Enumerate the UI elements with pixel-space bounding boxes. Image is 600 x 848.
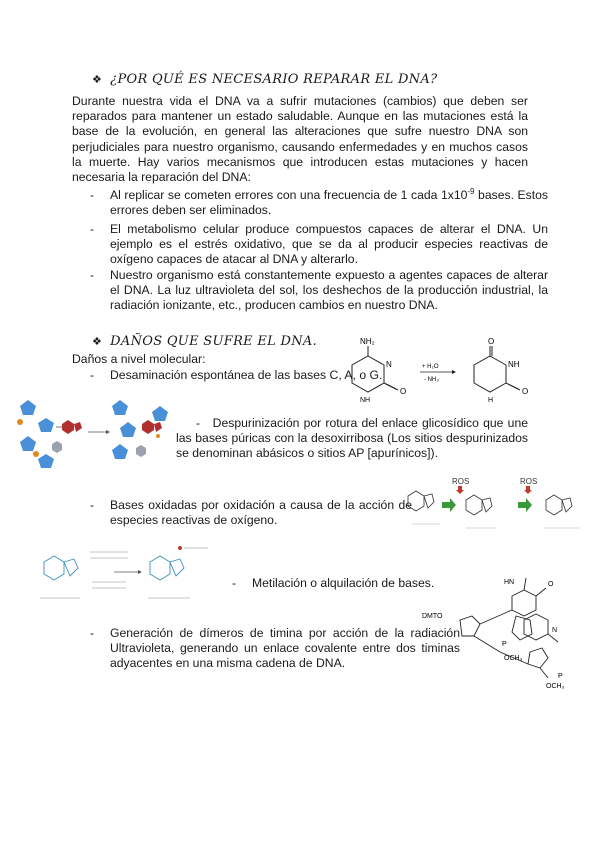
methylation-figure — [30, 542, 220, 606]
section1-heading-text: ¿POR QUÉ ES NECESARIO REPARAR EL DNA? — [110, 72, 438, 87]
section2-heading-text: DAÑOS QUE SUFRE EL DNA. — [110, 334, 318, 349]
bullet-text: El metabolismo celular produce compuestos capaces de alterar el DNA. Un ejemplo es el estrés oxidativo, que se da al producir especies reactivas de oxígeno capaces de atacar al DNA y alterarlo. — [110, 222, 548, 267]
methylation-text: Metilación o alquilación de bases. — [252, 576, 435, 590]
uracil-nh: NH — [508, 360, 520, 369]
left-strand — [17, 400, 62, 468]
ros-label-2: ROS — [520, 477, 538, 486]
bullet-text-pre: Al replicar se cometen errores con una frecuencia de 1 cada 1x10 — [110, 188, 468, 202]
cytosine-structure — [352, 346, 398, 392]
bullet-text-sup: -9 — [467, 186, 475, 196]
list-item: - El metabolismo celular produce compuestos capaces de alterar el DNA. Un ejemplo es el estrés oxidativo, que se da al producir especies reactivas de oxígeno capaces de atacar al DNA y alterarlo. — [90, 222, 548, 267]
dimer-p-1: P — [502, 641, 507, 648]
plus-water-label: + H₂O — [422, 364, 439, 370]
list-item: - Generación de dímeros de timina por acción de la radiación Ultravioleta, generando un enlace covalente entre dos timinas adyacentes en una misma cadena de DNA. — [90, 626, 460, 671]
bullet-text-post: bases. Estos errores deben ser eliminados. — [110, 188, 548, 218]
uracil-o: O — [522, 387, 529, 396]
section1-intro: Durante nuestra vida el DNA va a sufrir mutaciones (cambios) que deben ser reparados para mantener un estado saludable. Aunque en las mutaciones está la base de la evolución, en general las alteraciones que sufre nuestro DNA son perjudiciales para nuestro organismo, causando enfermedades y en muchos casos la muerte. Hay varios mecanismos que introducen estas mutaciones y hacen necesaria la reparación del DNA: — [72, 94, 528, 185]
section2-heading — [92, 334, 317, 349]
list-item: - Nuestro organismo está constantemente expuesto a agentes capaces de alterar el DNA. La luz ultravioleta del sol, los deshechos de la producción industrial, la radiación ionizante, etc., producen cambios en nuestro DNA. — [90, 268, 548, 313]
dimer-dmto: DMTO — [422, 613, 443, 620]
oxidation-figure — [400, 474, 596, 538]
section1-heading — [92, 72, 437, 87]
cytosine-nh2: NH₂ — [360, 337, 375, 346]
cytosine-n: N — [386, 360, 392, 369]
section2-subheading: Daños a nivel molecular: — [72, 352, 206, 366]
list-item: - Despurinización por rotura del enlace glicosídico que une las bases púricas con la desoxirribosa (Los sitios despurinizados se denominan abásicos o sitios AP [apurínicos]). — [176, 416, 528, 461]
uracil-structure — [474, 346, 520, 392]
list-item: - Bases oxidadas por oxidación a causa de la acción de especies reactivas de oxígeno. — [90, 498, 412, 528]
purine-base — [56, 420, 82, 434]
right-strand — [112, 400, 168, 459]
bullet-text: Nuestro organismo está constantemente expuesto a agentes capaces de alterar el DNA. La luz ultravioleta del sol, los deshechos de la producción industrial, la radiación ionizante, etc., producen cambios en nuestro DNA. — [110, 268, 548, 313]
dimer-n: N — [552, 627, 558, 634]
list-item: - Desaminación espontánea de las bases C, A, o G. — [90, 368, 383, 382]
deamination-figure — [340, 334, 540, 404]
dimers-text: Generación de dímeros de timina por acción de la radiación Ultravioleta, generando un enlace covalente entre dos timinas adyacentes en una misma cadena de DNA. — [110, 626, 460, 671]
uracil-h: H — [488, 397, 494, 404]
deamination-text: Desaminación espontánea de las bases C, A, o G. — [110, 368, 383, 382]
dimer-och3-2: OCH₃ — [546, 683, 565, 690]
list-item: - Al replicar se cometen errores con una frecuencia de 1 cada $1x10^{-9}$ bases. Estos errores deben ser eliminados. — [90, 186, 548, 218]
dimer-hn: HN — [504, 579, 515, 586]
depurination-figure — [10, 392, 178, 480]
diamond-bullet-icon: ❖ — [92, 335, 103, 348]
oxidation-text: Bases oxidadas por oxidación a causa de la acción de especies reactivas de oxígeno. — [110, 498, 412, 528]
uracil-o-top: O — [488, 337, 495, 346]
depurination-text: Despurinización por rotura del enlace glicosídico que une las bases púricas con la desoxirribosa (Los sitios despurinizados se denominan abásicos o sitios AP [apurínicos]). — [176, 416, 528, 461]
minus-ammonia-label: - NH₃ — [424, 377, 439, 383]
ros-label-1: ROS — [452, 477, 470, 486]
dimer-och3-1: OCH₃ — [504, 655, 523, 662]
dimer-o-top: O — [548, 581, 554, 588]
list-item: - Metilación o alquilación de bases. — [232, 576, 435, 590]
cytosine-nh: NH — [360, 397, 371, 404]
diamond-bullet-icon: ❖ — [92, 73, 103, 86]
cytosine-o: O — [400, 387, 407, 396]
dimer-p-2: P — [558, 673, 563, 680]
